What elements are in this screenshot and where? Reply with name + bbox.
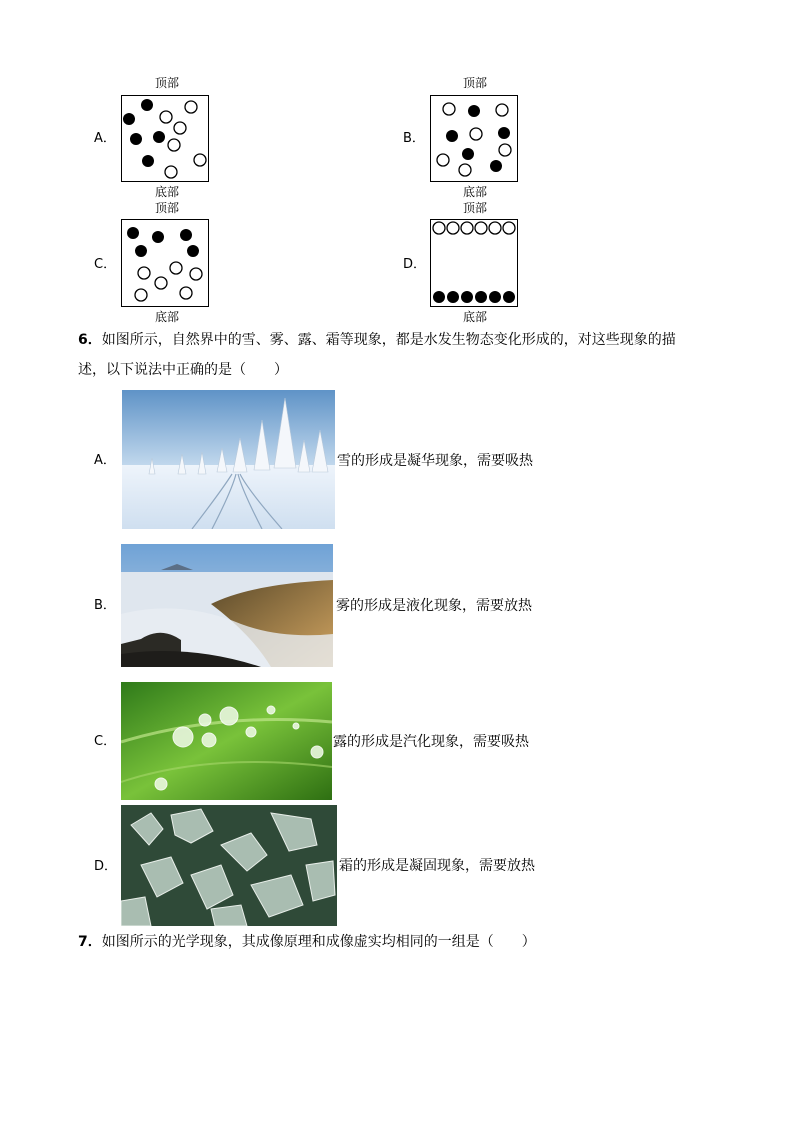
particle-box-d xyxy=(430,219,518,307)
bottom-label: 底部 xyxy=(154,185,179,199)
q6-option-d-text: 霜的形成是凝固现象，需要放热 xyxy=(339,858,535,874)
particle-diagram-d xyxy=(431,220,516,305)
question-6-stem xyxy=(78,329,718,381)
q6-option-c-text: 露的形成是汽化现象，需要吸热 xyxy=(333,734,529,750)
top-label: 顶部 xyxy=(154,201,179,215)
frost-on-leaves-photo xyxy=(121,805,337,926)
question-7-number: 7． xyxy=(78,934,102,950)
q6-option-a-text: 雪的形成是凝华现象，需要吸热 xyxy=(337,453,533,469)
particle-diagram-b xyxy=(431,96,516,180)
particle-box-c xyxy=(121,219,209,307)
option-d-letter: D． xyxy=(403,257,427,272)
option-b-letter: B． xyxy=(403,131,425,146)
particle-box-a xyxy=(121,95,209,182)
q6-option-a-letter: A． xyxy=(94,453,116,468)
question-7-stem xyxy=(78,931,536,953)
foggy-valley-photo xyxy=(121,544,333,667)
top-label: 顶部 xyxy=(462,76,487,90)
top-label: 顶部 xyxy=(462,201,487,215)
q6-option-b-text: 雾的形成是液化现象，需要放热 xyxy=(336,598,532,614)
option-a-letter: A． xyxy=(94,131,116,146)
bottom-label: 底部 xyxy=(462,185,487,199)
q6-option-d-letter: D． xyxy=(94,859,118,874)
q6-option-c-letter: C． xyxy=(94,734,117,749)
question-7-text: 如图所示的光学现象，其成像原理和成像虚实均相同的一组是（ ） xyxy=(101,934,536,950)
dew-on-leaf-photo xyxy=(121,682,332,800)
bottom-label: 底部 xyxy=(154,310,179,324)
snowy-forest-photo xyxy=(122,390,335,529)
top-label: 顶部 xyxy=(154,76,179,90)
particle-diagram-c xyxy=(122,220,207,305)
particle-box-b xyxy=(430,95,518,182)
option-c-letter: C． xyxy=(94,257,117,272)
q6-option-b-letter: B． xyxy=(94,598,116,613)
bottom-label: 底部 xyxy=(462,310,487,324)
question-6-number: 6． xyxy=(78,332,102,348)
question-6-text-line1: 如图所示，自然界中的雪、雾、露、霜等现象，都是水发生物态变化形成的，对这些现象的描 xyxy=(101,332,676,348)
question-6-text-line2: 述，以下说法中正确的是（ ） xyxy=(78,362,288,378)
particle-diagram-a xyxy=(122,96,207,180)
